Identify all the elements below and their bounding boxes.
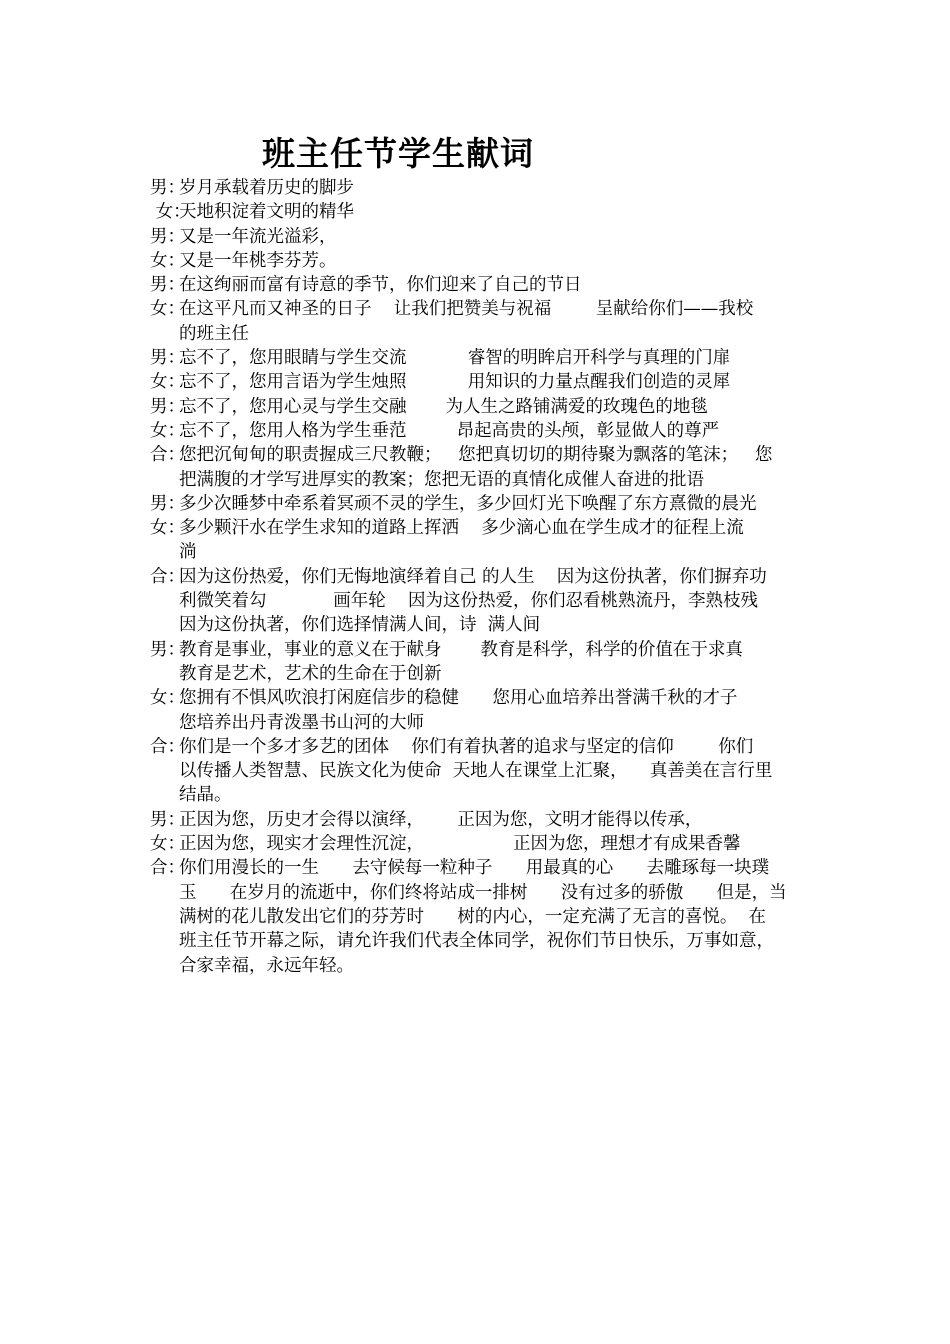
line-text: 的班主任 xyxy=(179,323,249,344)
line-text: 把满腹的才学写进厚实的教案；您把无语的真情化成催人奋进的批语 xyxy=(179,469,704,490)
dialogue-line xyxy=(150,735,820,759)
line-text: 因为这份热爱，你们无悔地演绎着自己 的人生 因为这份执著，你们摒弃功 xyxy=(179,566,767,587)
line-text: 多少次睡梦中牵系着冥顽不灵的学生，多少回灯光下唤醒了东方熹微的晨光 xyxy=(179,493,757,514)
line-text: 教育是艺术，艺术的生命在于创新 xyxy=(179,663,442,684)
speaker-label: 女： xyxy=(150,518,185,539)
dialogue-line xyxy=(150,395,820,419)
line-text: 利微笑着勾 画年轮 因为这份热爱，你们忍看桃熟流丹，李熟枝残 xyxy=(179,591,759,612)
dialogue-line xyxy=(150,929,820,953)
dialogue-line xyxy=(150,881,820,905)
line-text: 正因为您，现实才会理性沉淀， 正因为您，理想才有成果香馨 xyxy=(179,834,741,855)
dialogue-line xyxy=(150,346,820,370)
line-text: 又是一年桃李芬芳。 xyxy=(179,250,337,271)
line-text: 你们是一个多才多艺的团体 你们有着执著的追求与坚定的信仰 你们 xyxy=(179,736,754,757)
dialogue-line xyxy=(150,468,820,492)
speaker-label: 女： xyxy=(150,299,185,320)
speaker-label: 男： xyxy=(150,493,185,514)
dialogue-line xyxy=(150,905,820,929)
line-text: 忘不了，您用眼睛与学生交流 睿智的明眸启开科学与真理的门扉 xyxy=(179,348,731,369)
line-text: 又是一年流光溢彩， xyxy=(179,226,337,247)
speaker-label: 女： xyxy=(150,688,185,709)
line-text: 忘不了，您用言语为学生烛照 用知识的力量点醒我们创造的灵犀 xyxy=(179,372,731,393)
dialogue-line xyxy=(150,589,820,613)
line-text: 多少颗汗水在学生求知的道路上挥洒 多少滴心血在学生成才的征程上流 xyxy=(179,518,744,539)
line-text: 在这平凡而又神圣的日子 让我们把赞美与祝福 呈献给你们——我校 xyxy=(179,299,754,320)
speaker-label: 合： xyxy=(150,736,185,757)
dialogue-line xyxy=(150,662,820,686)
line-text: 您培养出丹青泼墨书山河的大师 xyxy=(179,712,424,733)
speaker-label: 男： xyxy=(150,178,185,198)
speaker-label: 男： xyxy=(150,226,185,247)
dialogue-line xyxy=(150,540,820,564)
speaker-label: 男： xyxy=(150,639,185,660)
speaker-label: 女： xyxy=(150,202,191,223)
dialogue-line xyxy=(150,832,820,856)
speaker-label: 男： xyxy=(150,275,185,296)
dialogue-line xyxy=(150,492,820,516)
speaker-label: 女： xyxy=(150,420,185,441)
dialogue-line xyxy=(150,613,820,637)
speaker-label: 男： xyxy=(150,348,185,369)
dialogue-line xyxy=(150,638,820,662)
dialogue-line xyxy=(150,322,820,346)
line-text: 天地积淀着文明的精华 xyxy=(179,202,354,223)
dialogue-line xyxy=(150,856,820,880)
line-text: 忘不了，您用心灵与学生交融 为人生之路铺满爱的玫瑰色的地毯 xyxy=(179,396,708,417)
dialogue-line xyxy=(150,176,820,200)
dialogue-line xyxy=(150,954,820,978)
dialogue-line xyxy=(150,297,820,321)
dialogue-line xyxy=(150,759,820,783)
line-text: 正因为您，历史才会得以演绎， 正因为您，文明才能得以传承， xyxy=(179,809,703,830)
line-text: 满树的花儿散发出它们的芬芳时 树的内心，一定充满了无言的喜悦。 在 xyxy=(179,906,766,927)
line-text: 班主任节开幕之际，请允许我们代表全体同学，祝你们节日快乐，万事如意， xyxy=(179,931,774,952)
dialogue-line xyxy=(150,808,820,832)
speaker-label: 女： xyxy=(150,372,185,393)
dialogue-line xyxy=(150,443,820,467)
line-text: 因为这份执著，你们选择情满人间，诗 满人间 xyxy=(179,615,541,636)
dialogue-line xyxy=(150,249,820,273)
dialogue-line xyxy=(150,565,820,589)
dialogue-line xyxy=(150,370,820,394)
document-title: 班主任节学生献词 xyxy=(262,134,534,173)
dialogue-line xyxy=(150,419,820,443)
line-text: 结晶。 xyxy=(179,785,232,806)
dialogue-line xyxy=(150,273,820,297)
dialogue-line xyxy=(150,783,820,807)
document-body xyxy=(150,176,820,978)
speaker-label: 女： xyxy=(150,250,185,271)
line-text: 以传播人类智慧、民族文化为使命 天地人在课堂上汇聚， 真善美在言行里 xyxy=(179,761,773,782)
dialogue-line xyxy=(150,200,820,224)
line-text: 淌 xyxy=(179,542,197,563)
line-text: 在这绚丽而富有诗意的季节，你们迎来了自己的节日 xyxy=(179,275,582,296)
speaker-label: 男： xyxy=(150,809,185,830)
line-text: 忘不了，您用人格为学生垂范 昂起高贵的头颅，彰显做人的尊严 xyxy=(179,420,720,441)
line-text: 玉 在岁月的流逝中，你们终将站成一排树 没有过多的骄傲 但是，当 xyxy=(179,882,787,903)
speaker-label: 合： xyxy=(150,566,185,587)
speaker-label: 合： xyxy=(150,858,185,879)
line-text: 岁月承载着历史的脚步 xyxy=(179,178,354,198)
speaker-label: 合： xyxy=(150,445,185,466)
dialogue-line xyxy=(150,711,820,735)
line-text: 你们用漫长的一生 去守候每一粒种子 用最真的心 去雕琢每一块璞 xyxy=(179,858,770,879)
line-text: 您拥有不惧风吹浪打闲庭信步的稳健 您用心血培养出誉满千秋的才子 xyxy=(179,688,738,709)
speaker-label: 女： xyxy=(150,834,185,855)
dialogue-line xyxy=(150,686,820,710)
speaker-label: 男： xyxy=(150,396,185,417)
line-text: 您把沉甸甸的职责握成三尺教鞭； 您把真切切的期待聚为飘落的笔沫； 您 xyxy=(179,445,773,466)
dialogue-line xyxy=(150,225,820,249)
dialogue-line xyxy=(150,516,820,540)
line-text: 教育是事业，事业的意义在于献身 教育是科学，科学的价值在于求真 xyxy=(179,639,743,660)
line-text: 合家幸福，永远年轻。 xyxy=(179,955,354,976)
